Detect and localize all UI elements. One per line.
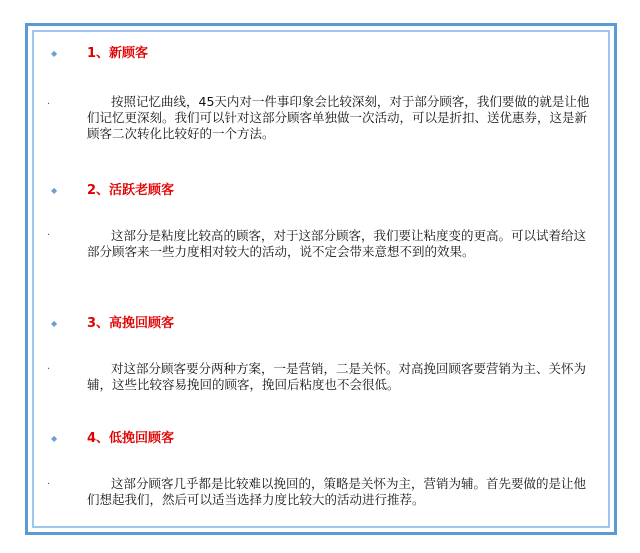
diamond-icon: ◆ [51, 319, 58, 328]
dot-icon: · [47, 364, 51, 375]
dot-icon: · [47, 99, 51, 110]
section-paragraph-1: 按照记忆曲线，45天内对一件事印象会比较深刻，对于部分顾客，我们要做的就是让他们记忆更深刻。我们可以针对这部分顾客单独做一次活动，可以是折扣、送优惠券，这是新顾客二次转化比较好的一个方法。 [87, 94, 590, 141]
document-frame [25, 23, 617, 535]
section-paragraph-4: 这部分顾客几乎都是比较难以挽回的，策略是关怀为主，营销为辅。首先要做的是让他们想起我们，然后可以适当选择力度比较大的活动进行推荐。 [87, 476, 587, 507]
document-inner-border [32, 30, 610, 528]
diamond-icon: ◆ [51, 186, 58, 195]
dot-icon: · [47, 230, 51, 241]
section-paragraph-2: 这部分是粘度比较高的顾客，对于这部分顾客，我们要让粘度变的更高。可以试着给这部分顾客来一些力度相对较大的活动，说不定会带来意想不到的效果。 [87, 228, 587, 259]
section-heading-3: 3、高挽回顾客 [87, 316, 175, 331]
diamond-icon: ◆ [51, 49, 58, 58]
section-heading-4: 4、低挽回顾客 [87, 431, 175, 446]
section-heading-2: 2、活跃老顾客 [87, 183, 175, 198]
section-paragraph-3: 对这部分顾客要分两种方案，一是营销，二是关怀。对高挽回顾客要营销为主、关怀为辅，这些比较容易挽回的顾客，挽回后粘度也不会很低。 [87, 361, 587, 392]
diamond-icon: ◆ [51, 434, 58, 443]
section-heading-1: 1、新顾客 [87, 46, 149, 61]
dot-icon: · [47, 479, 51, 490]
